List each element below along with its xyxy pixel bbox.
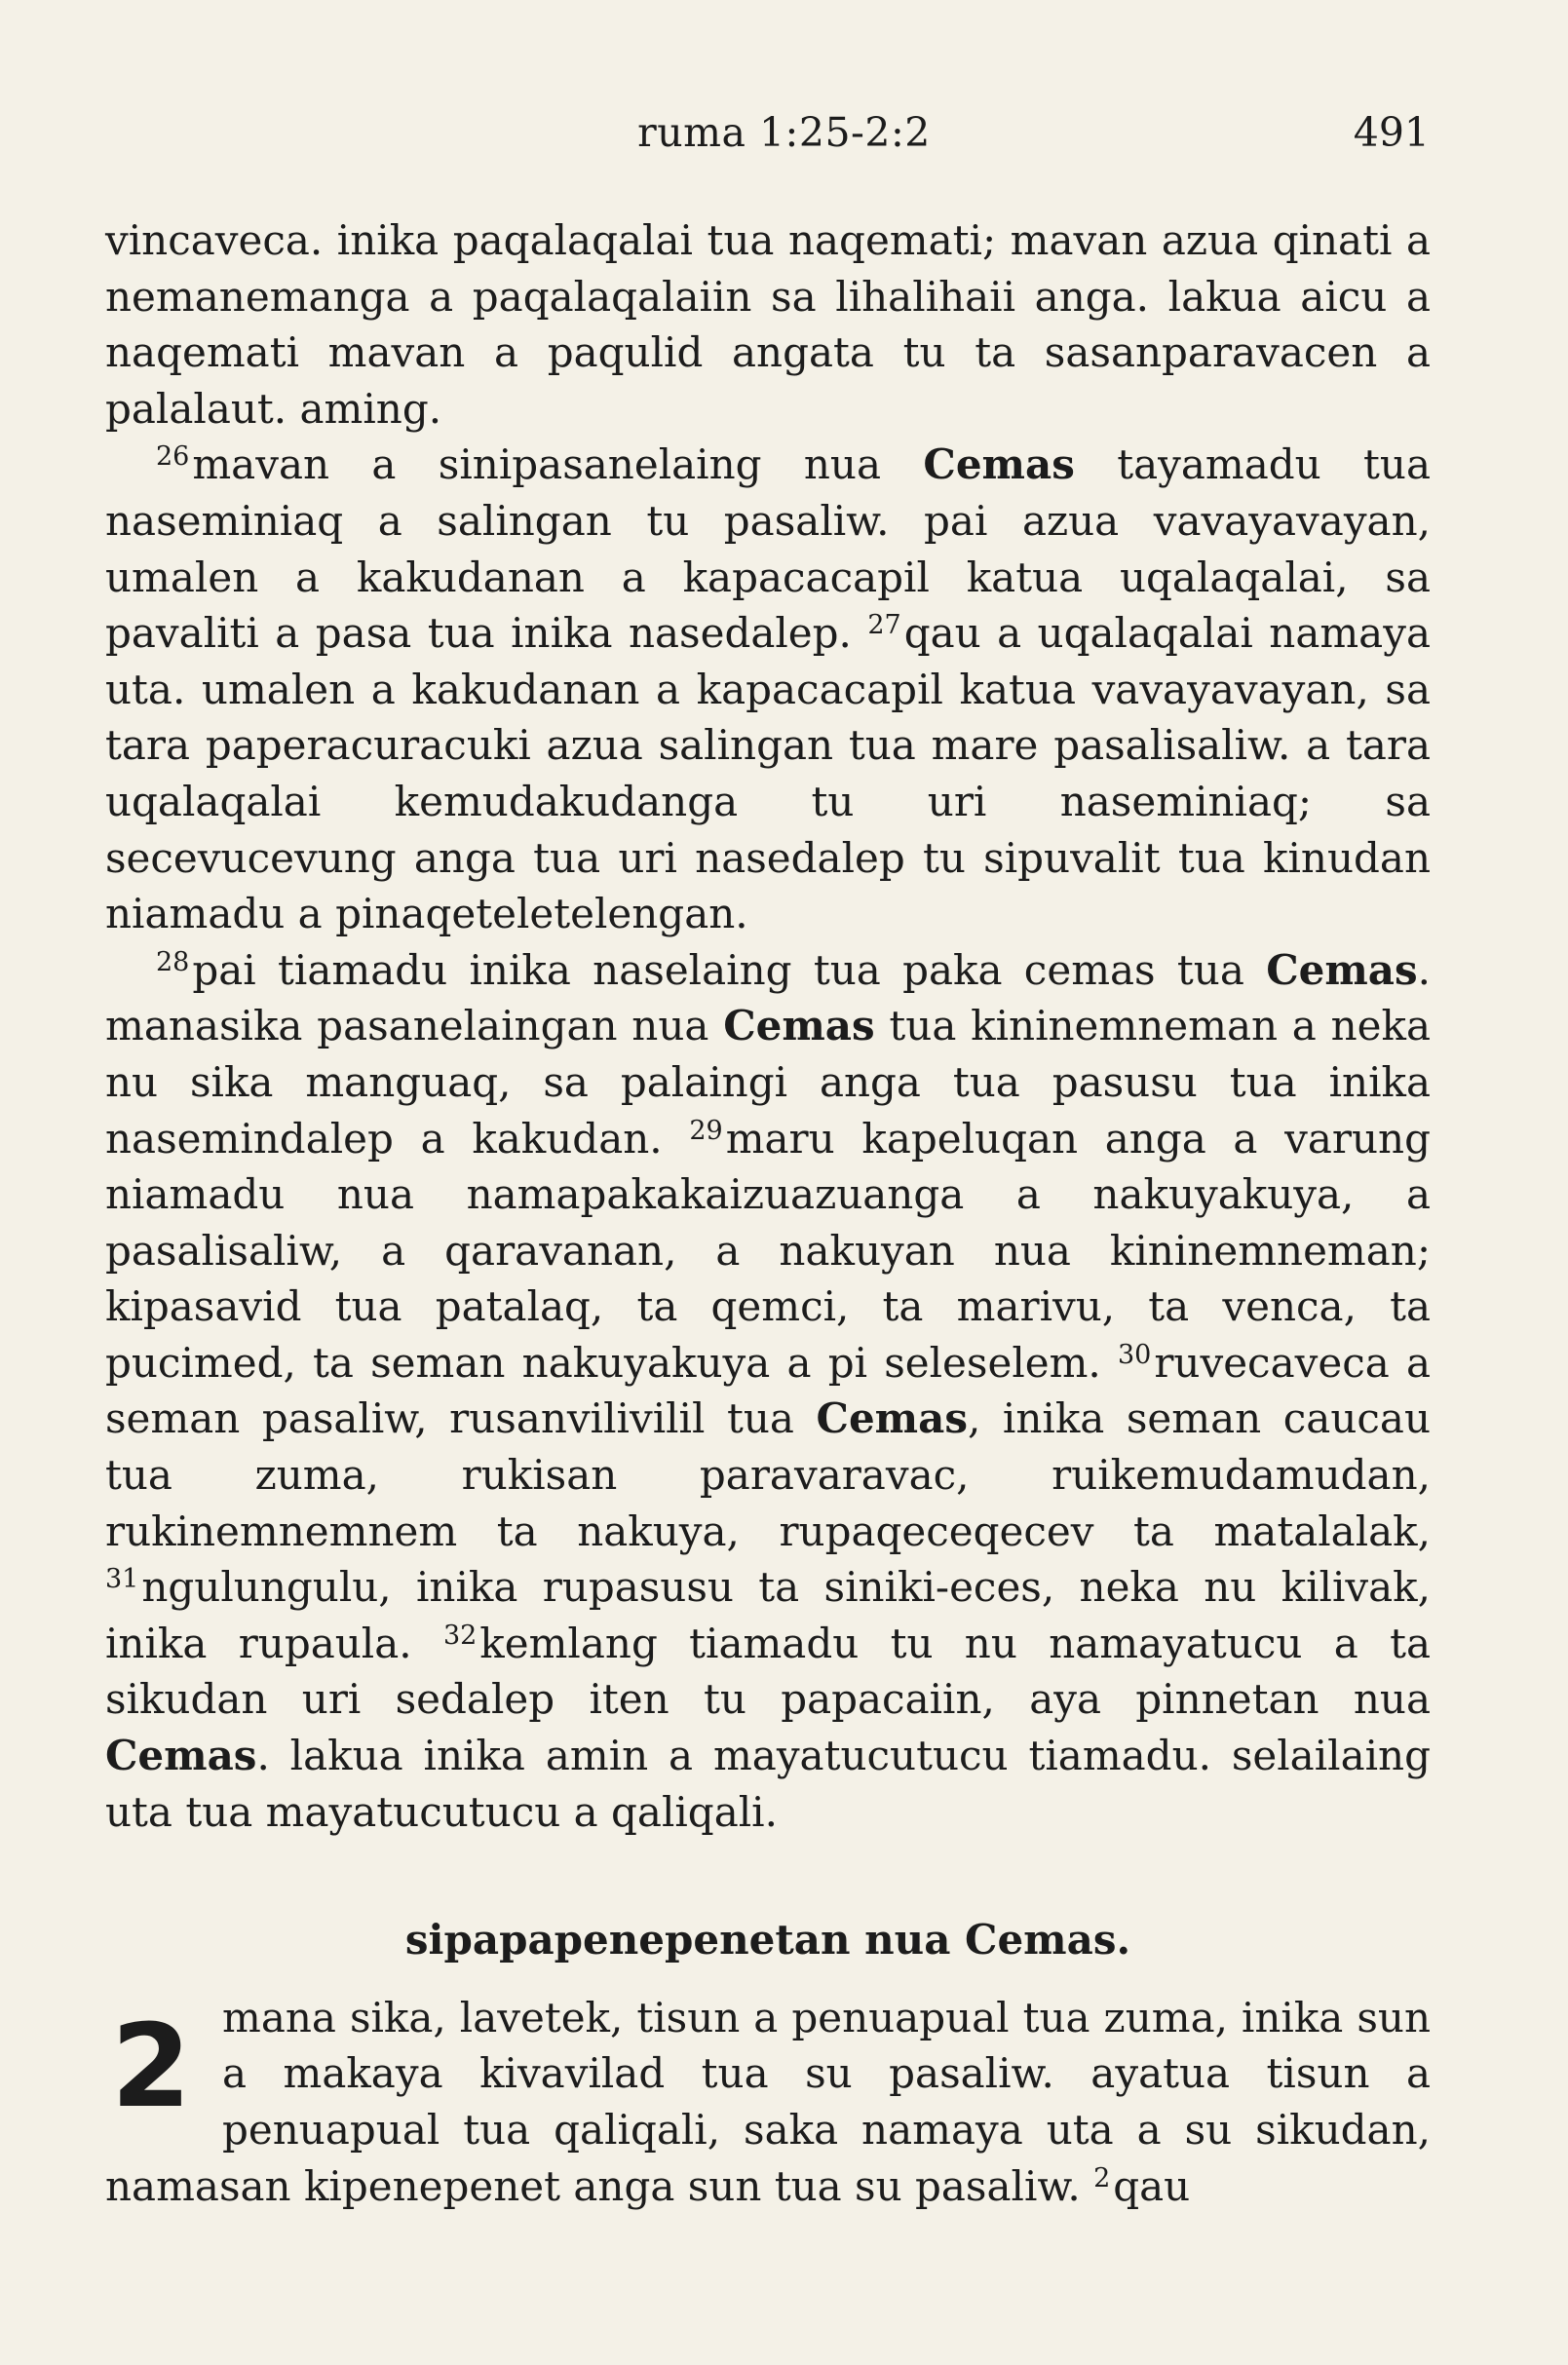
chapter-number: 2 [111,1998,192,2133]
verse-text: mavan a sinipasanelaing nua [192,440,924,489]
verse-number-2: 2 [1093,2162,1111,2193]
page-number: 491 [1353,109,1430,156]
verse-text: . lakua inika amin a mayatucutucu tiamadu. selailaing uta tua mayatucutucu a qaliqali. [105,1732,1431,1836]
verse-text: tua kininemneman a neka nu sika manguaq, sa palaingi anga tua pasusu tua inika nasemindalep a kakudan. [105,1002,1431,1163]
divine-name: Cemas [923,440,1075,489]
verse-text: qau a uqalaqalai namaya uta. umalen a kakudanan a kapacacapil katua vavayavayan, sa tara paperacuracuki azua salingan tua mare pasalisaliw. a tara uqalaqalai kemudakudanga tu uri naseminiaq; sa secevucevung anga tua uri nasedalep tu sipuvalit tua kinudan niamadu a pinaqeteletelengan. [105,609,1431,938]
verse-text: ruvecaveca a seman pasaliw, rusanvilivilil tua [105,1338,1431,1443]
body-text [105,212,1431,2214]
verse-text: pai tiamadu inika naselaing tua paka cemas tua [192,945,1267,994]
verse-text: kemlang tiamadu tu nu namayatucu a ta sikudan uri sedalep iten tu papacaiin, aya pinnetan nua [105,1619,1431,1724]
divine-name: Cemas [105,1732,257,1780]
verse-text: mana sika, lavetek, tisun a penuapual tua zuma, inika sun a makaya kivavilad tua su pasaliw. ayatua tisun a penuapual tua qaliqali, saka namaya uta a su sikudan, namasan kipenepenet anga sun tua su pasaliw. [105,1993,1431,2210]
verse-number-32: 32 [442,1620,478,1651]
paragraph-verses-28-32 [105,942,1431,1841]
verse-text: . manasika pasanelaingan nua [105,945,1431,1050]
verse-text: tayamadu tua naseminiaq a salingan tu pasaliw. pai azua vavayavayan, umalen a kakudanan a kapacacapil katua uqalaqalai, sa pavaliti a pasa tua inika nasedalep. [105,440,1432,658]
verse-number-26: 26 [156,441,190,473]
running-head-title: ruma 1:25-2:2 [637,109,931,156]
verse-text: , inika seman caucau tua zuma, rukisan paravaravac, ruikemudamudan, rukinemnemnem ta nakuya, rupaqeceqecev ta matalalak, [105,1394,1431,1555]
paragraph-verses-26-27 [105,437,1431,941]
verse-number-28: 28 [156,946,190,977]
divine-name: Cemas [1266,945,1418,994]
verse-number-31: 31 [105,1564,139,1595]
divine-name: Cemas [723,1002,875,1050]
paragraph-continuation: vincaveca. inika paqalaqalai tua naqemati; mavan azua qinati a nemanemanga a paqalaqalaiin sa lihalihaii anga. lakua aicu a naqemati mavan a paqulid angata tu ta sasanparavacen a palalaut. aming. [105,216,1431,433]
verse-text: maru kapeluqan anga a varung niamadu nua namapakakaizuazuanga a nakuyakuya, a pasalisaliw, a qaravanan, a nakuyan nua kininemneman; kipasavid tua patalaq, ta qemci, ta marivu, ta venca, ta pucimed, ta seman nakuyakuya a pi seleselem. [105,1114,1431,1387]
verse-number-30: 30 [1117,1339,1152,1370]
verse-text: qau [1113,2161,1191,2210]
verse-number-27: 27 [867,610,901,641]
section-heading: sipapapenepenetan nua Cemas. [404,1916,1131,1964]
chapter-2-opening [105,1990,1431,2214]
divine-name: Cemas [816,1394,968,1443]
verse-text: ngulungulu, inika rupasusu ta siniki-eces, neka nu kilivak, inika rupaula. [105,1563,1431,1667]
verse-number-29: 29 [689,1115,723,1146]
running-head [0,109,1568,168]
